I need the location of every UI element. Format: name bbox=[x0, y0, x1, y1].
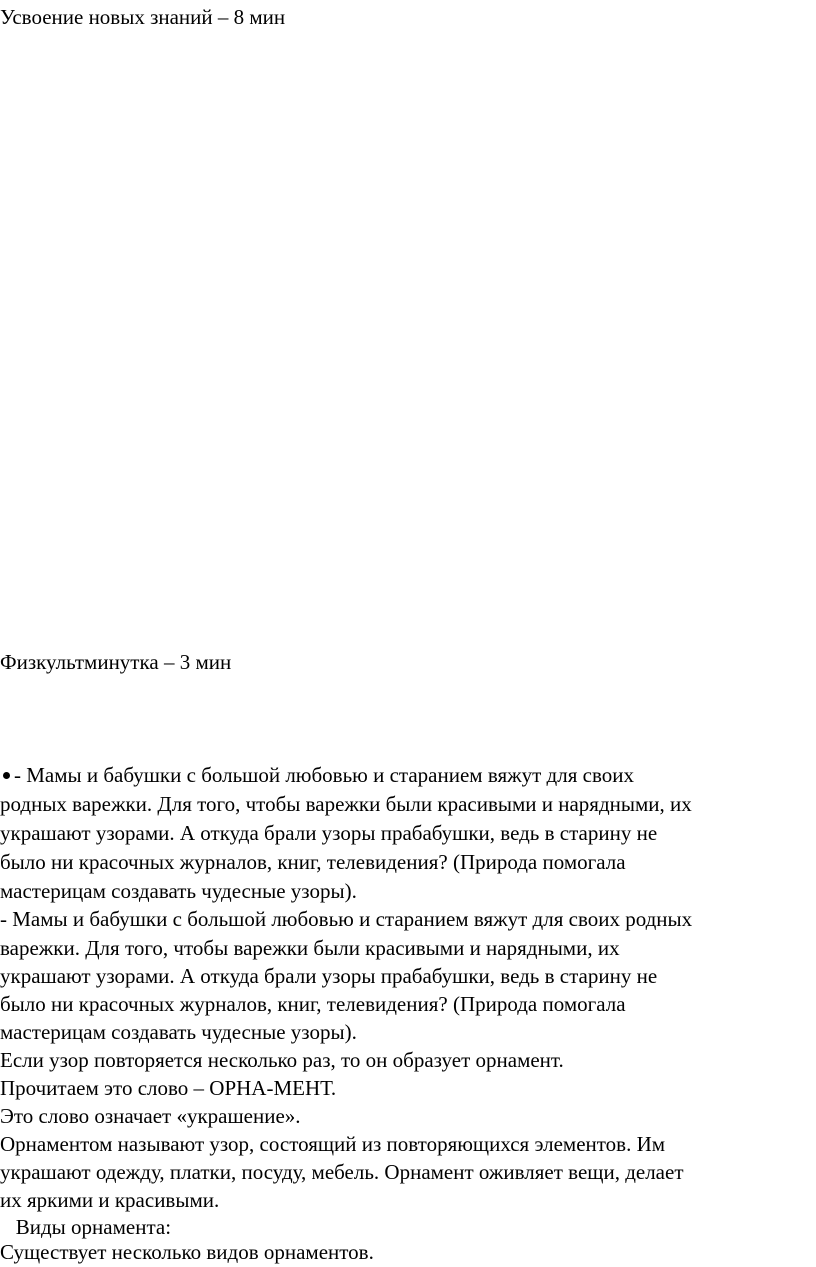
sentence-pattern: Если узор повторяется несколько раз, то он образует орнамент. bbox=[0, 1048, 564, 1072]
paragraph-2-line-5: мастерицам создавать чудесные узоры). bbox=[0, 1020, 357, 1044]
subheading-types: Виды орнамента: bbox=[0, 1215, 172, 1239]
paragraph-3-line-3: их яркими и красивыми. bbox=[0, 1188, 220, 1212]
paragraph-1-line-3: украшают узорами. А откуда брали узоры прабабушки, ведь в старину не bbox=[0, 821, 658, 845]
heading-exercise: Физкультминутка – 3 мин bbox=[0, 650, 232, 674]
paragraph-2-line-3: украшают узорами. А откуда брали узоры прабабушки, ведь в старину не bbox=[0, 964, 658, 988]
paragraph-1-line-1 bbox=[0, 761, 634, 790]
paragraph-1-line-5: мастерицам создавать чудесные узоры). bbox=[0, 879, 357, 903]
paragraph-1-prefix: - Мамы и бабушки с большой любовью и старанием вяжут для своих bbox=[14, 763, 634, 787]
paragraph-1-line-4: было ни красочных журналов, книг, телевидения? (Природа помогала bbox=[0, 850, 626, 874]
paragraph-3-line-2: украшают одежду, платки, посуду, мебель. Орнамент оживляет вещи, делает bbox=[0, 1160, 684, 1184]
paragraph-2-line-1: - Мамы и бабушки с большой любовью и старанием вяжут для своих родных bbox=[0, 907, 693, 931]
sentence-meaning: Это слово означает «украшение». bbox=[0, 1104, 301, 1128]
heading-learning: Усвоение новых знаний – 8 мин bbox=[0, 5, 286, 29]
paragraph-2-line-4: было ни красочных журналов, книг, телевидения? (Природа помогала bbox=[0, 992, 626, 1016]
paragraph-1-line-2: родных варежки. Для того, чтобы варежки были красивыми и нарядными, их bbox=[0, 792, 692, 816]
sentence-types: Существует несколько видов орнаментов. bbox=[0, 1240, 374, 1264]
paragraph-3-line-1: Орнаментом называют узор, состоящий из повторяющихся элементов. Им bbox=[0, 1132, 666, 1156]
sentence-read: Прочитаем это слово – ОРНА-МЕНТ. bbox=[0, 1076, 337, 1100]
paragraph-2-line-2: варежки. Для того, чтобы варежки были красивыми и нарядными, их bbox=[0, 936, 620, 960]
bullet-icon bbox=[3, 772, 10, 779]
